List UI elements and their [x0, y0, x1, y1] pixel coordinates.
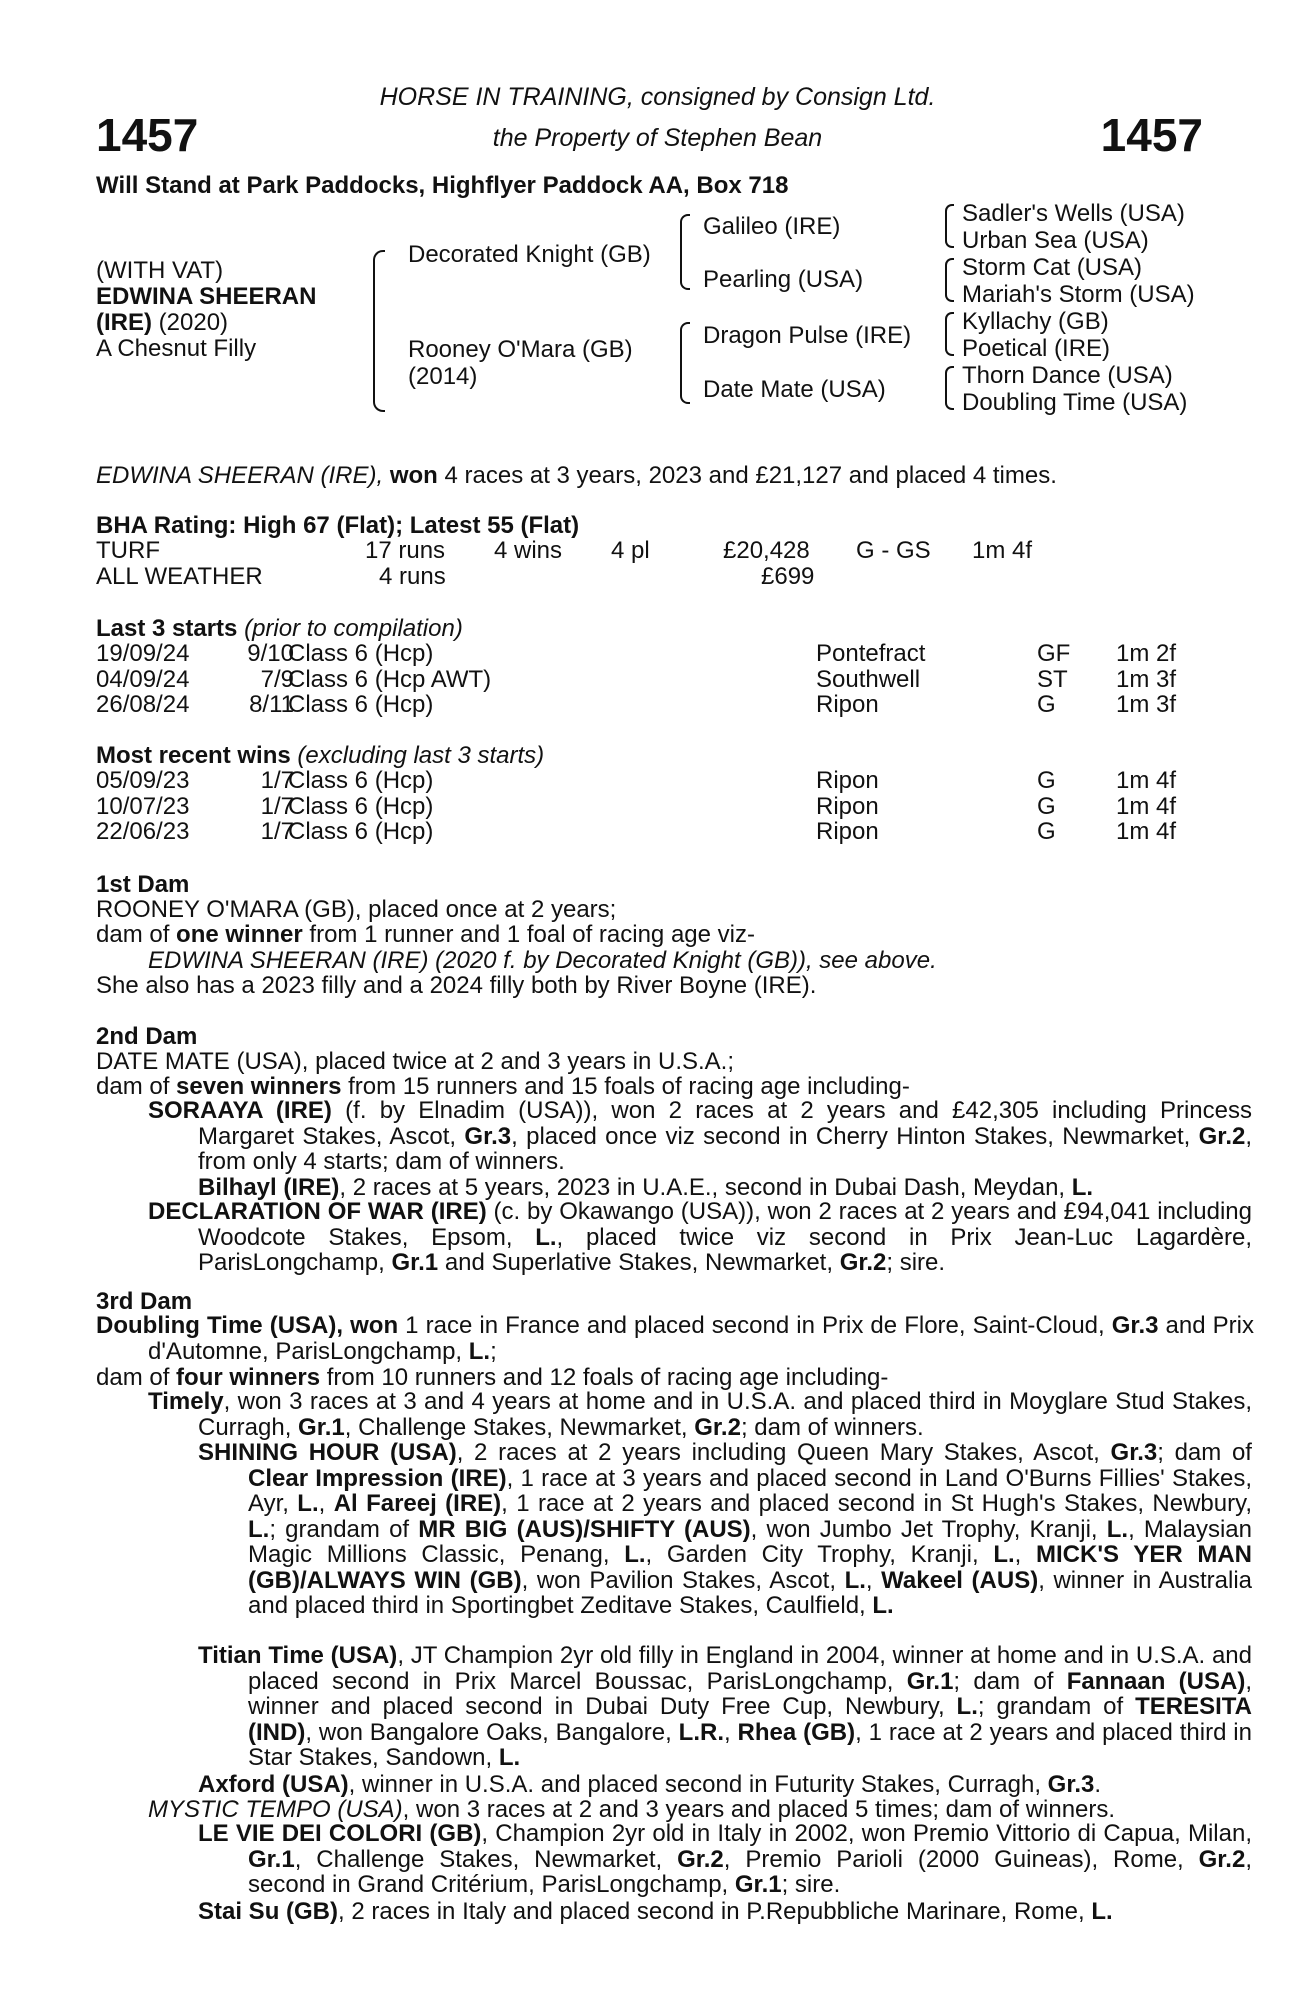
second-dam-winners: seven winners [176, 1073, 342, 1100]
first-dam-l2c: from 1 runner and 1 foal of racing age viz- [302, 921, 755, 948]
race-summary [96, 462, 1057, 490]
titian-time-entry [198, 1643, 1252, 1771]
last3-row-class: Class 6 (Hcp AWT) [288, 665, 492, 693]
lv-c: , Premio Parioli (2000 Guineas), Rome, [723, 1845, 1199, 1873]
sh-k: , won Pavilion Stakes, Ascot, [521, 1566, 845, 1594]
horse-year: (2020) [158, 309, 229, 336]
second-dam-title: 2nd Dam [96, 1023, 198, 1050]
recent-row-date: 10/07/23 [96, 792, 190, 820]
lot-number-left: 1457 [96, 109, 199, 161]
declaration-grade1: Gr.1 [391, 1249, 439, 1276]
sh-n: , winner in Australia and placed third in Sportingbet Zeditave Stakes, Caulfield, [248, 1566, 1253, 1619]
fannaan-name: Fannaan (USA) [1066, 1667, 1246, 1695]
stai-su-entry [198, 1898, 1113, 1926]
recent-row-class: Class 6 (Hcp) [288, 818, 434, 845]
axford-name: Axford (USA) [198, 1771, 349, 1798]
mr-big-name: MR BIG (AUS)/SHIFTY (AUS) [418, 1515, 751, 1543]
last3-row-going: G [1037, 691, 1056, 718]
sh-d: , [318, 1490, 334, 1517]
tt-g: , 1 race at 2 years and placed third in Star Stakes, Sandown, [248, 1718, 1252, 1771]
lv-d: , second in Grand Critérium, ParisLongchamp, [248, 1845, 1252, 1898]
turf-distance: 1m 4f [972, 537, 1033, 564]
horse-block [96, 258, 316, 362]
sh-grade3: Gr.3 [1110, 1439, 1158, 1466]
second-dam-line1: DATE MATE (USA), placed twice at 2 and 3 years in U.S.A.; [96, 1048, 735, 1075]
declaration-entry [148, 1199, 1252, 1276]
header-consignor: HORSE IN TRAINING, consigned by Consign Ltd. [379, 83, 936, 111]
axford-grade: Gr.3 [1047, 1771, 1095, 1798]
lv-grade4: Gr.1 [734, 1871, 782, 1898]
third-dam-l2c: from 10 runners and 12 foals of racing age including- [320, 1364, 889, 1391]
declaration-c: and Superlative Stakes, Newmarket, [438, 1249, 840, 1276]
recent-row-position: 1/7 [260, 767, 294, 794]
sh-e: , 1 race at 2 years and placed second in St Hugh's Stakes, Newbury, [501, 1490, 1253, 1517]
pedigree-sdd: Mariah's Storm (USA) [962, 281, 1195, 308]
doubling-time-name: Doubling Time (USA) [96, 1312, 337, 1339]
pedigree-sds: Storm Cat (USA) [962, 254, 1143, 281]
header-property: the Property of Stephen Bean [492, 124, 823, 152]
pedigree-dds: Thorn Dance (USA) [962, 362, 1173, 389]
last3-row-date: 26/08/24 [96, 691, 190, 718]
recent-heading [96, 742, 544, 770]
first-dam-line1: ROONEY O'MARA (GB), placed once at 2 years; [96, 896, 617, 923]
pedigree-sire: Decorated Knight (GB) [408, 241, 651, 268]
third-dam-winners: four winners [176, 1364, 321, 1391]
soraaya-a: (f. by Elnadim (USA)), won 2 races at 2 years and £42,305 including Princess Margaret Stakes, Ascot, [198, 1097, 1253, 1150]
aw-runs: 4 runs [379, 563, 446, 590]
soraaya-b: , placed once viz second in Cherry Hinton Stakes, Newmarket, [511, 1122, 1199, 1150]
horse-description: A Chesnut Filly [96, 335, 257, 362]
pedigree-bracket-ds [945, 312, 954, 356]
last3-row-distance: 1m 3f [1116, 691, 1177, 718]
sh-f: ; grandam of [269, 1515, 419, 1543]
last3-row-going: ST [1037, 665, 1068, 693]
sh-listed3: L. [1106, 1515, 1129, 1543]
turf-label: TURF [96, 537, 160, 564]
horse-name: EDWINA SHEERAN [96, 283, 317, 310]
last3-row-distance: 1m 2f [1116, 640, 1177, 667]
declaration-listed: L. [535, 1223, 557, 1251]
lv-a: , Champion 2yr old in Italy in 2002, won Premio Vittorio di Capua, Milan, [481, 1820, 1253, 1847]
sh-i: , Garden City Trophy, Kranji, [645, 1541, 994, 1568]
declaration-name: DECLARATION OF WAR (IRE) [148, 1198, 487, 1225]
clear-impression-name: Clear Impression (IRE) [248, 1464, 507, 1492]
doubling-time-grade: Gr.3 [1111, 1312, 1159, 1339]
tt-grade1: Gr.1 [906, 1667, 954, 1695]
sh-h: , Malaysian Magic Millions Classic, Penang, [248, 1515, 1252, 1568]
le-vie-dei-colori-entry [198, 1821, 1252, 1898]
lv-grade3: Gr.2 [1198, 1845, 1246, 1873]
axford-a: , winner in U.S.A. and placed second in Futurity Stakes, Curragh, [348, 1771, 1048, 1798]
recent-row-going: G [1037, 767, 1056, 794]
sh-listed4: L. [624, 1541, 646, 1568]
third-dam-title: 3rd Dam [96, 1288, 193, 1315]
timely-a: , won 3 races at 3 and 4 years at home and in U.S.A. and placed third in Moyglare Stud Stakes, Curragh, [198, 1388, 1252, 1441]
wakeel-name: Wakeel (AUS) [881, 1566, 1039, 1594]
shining-hour-name: SHINING HOUR (USA) [198, 1439, 457, 1466]
turf-earnings: £20,428 [723, 537, 810, 564]
lv-e: ; sire. [781, 1871, 841, 1898]
first-dam-line3: EDWINA SHEERAN (IRE) (2020 f. by Decorated Knight (GB)), see above. [148, 947, 937, 974]
timely-grade1: Gr.1 [298, 1413, 345, 1441]
tt-listed1: L. [956, 1693, 978, 1720]
last3-row-position: 8/11 [249, 691, 294, 718]
pedigree-dam-sire: Dragon Pulse (IRE) [703, 322, 912, 349]
pedigree-dam: Rooney O'Mara (GB) [408, 336, 633, 363]
axford-entry [198, 1771, 1101, 1799]
pedigree-ssd: Urban Sea (USA) [962, 227, 1149, 254]
pedigree-bracket-ss [945, 204, 954, 248]
pedigree-bracket-sd [945, 258, 954, 302]
doubling-time-a: 1 race in France and placed second in Prix de Flore, Saint-Cloud, [398, 1312, 1112, 1339]
recent-row-distance: 1m 4f [1116, 792, 1177, 820]
turf-wins: 4 wins [494, 537, 563, 564]
turf-going: G - GS [856, 537, 931, 564]
pedigree-sire-sire: Galileo (IRE) [703, 213, 841, 240]
recent-row-distance: 1m 4f [1116, 818, 1177, 845]
shining-hour-entry [198, 1440, 1252, 1619]
sh-listed1: L. [297, 1490, 319, 1517]
timely-b: , Challenge Stakes, Newmarket, [344, 1413, 695, 1441]
pedigree-ddd: Doubling Time (USA) [962, 389, 1188, 416]
sh-listed2: L. [248, 1515, 270, 1543]
doubling-time-won: won [350, 1312, 399, 1339]
second-dam-l2a: dam of [96, 1073, 177, 1100]
recent-row-course: Ripon [816, 767, 879, 794]
summary-rest: 4 races at 3 years, 2023 and £21,127 and placed 4 times. [444, 462, 1057, 489]
stand-location: Will Stand at Park Paddocks, Highflyer Paddock AA, Box 718 [96, 172, 789, 199]
recent-row-date: 05/09/23 [96, 767, 190, 794]
declaration-a: (c. by Okawango (USA)), won 2 races at 2 years and £94,041 including Woodcote Stakes, Epsom, [198, 1198, 1252, 1251]
last3-row-position: 7/9 [260, 665, 294, 693]
tt-a: , JT Champion 2yr old filly in England in 2004, winner at home and in U.S.A. and placed second in Prix Marcel Boussac, ParisLongchamp, [248, 1642, 1253, 1695]
declaration-d: ; sire. [886, 1249, 946, 1276]
recent-note: (excluding last 3 starts) [297, 742, 545, 769]
pedigree-bracket-sire [680, 214, 690, 290]
soraaya-grade1: Gr.3 [464, 1122, 512, 1150]
lot-number-right: 1457 [1100, 109, 1203, 161]
vat-label: (WITH VAT) [96, 257, 224, 284]
lv-grade2: Gr.2 [677, 1845, 724, 1873]
micks-yer-man-name: MICK'S YER MAN (GB)/ALWAYS WIN (GB) [248, 1541, 1252, 1594]
last3-row-date: 04/09/24 [96, 665, 190, 693]
mystic-tempo-name: MYSTIC TEMPO (USA) [148, 1796, 403, 1823]
bha-rating: BHA Rating: High 67 (Flat); Latest 55 (Flat) [96, 512, 580, 539]
first-dam-l2a: dam of [96, 921, 177, 948]
sh-listed6: L. [844, 1566, 866, 1594]
last3-row-class: Class 6 (Hcp) [288, 691, 434, 718]
doubling-time-b: and Prix d'Automne, ParisLongchamp, [148, 1312, 1254, 1365]
horse-country: (IRE) [96, 309, 152, 336]
recent-title: Most recent wins [96, 742, 291, 769]
last3-row-class: Class 6 (Hcp) [288, 640, 434, 667]
first-dam-winners: one winner [176, 921, 303, 948]
lv-b: , Challenge Stakes, Newmarket, [294, 1845, 678, 1873]
pedigree-sire-dam: Pearling (USA) [703, 266, 864, 293]
le-vie-dei-colori-name: LE VIE DEI COLORI (GB) [198, 1820, 482, 1847]
teresita-name: TERESITA (IND) [248, 1693, 1252, 1746]
recent-row-course: Ripon [816, 792, 879, 820]
stai-su-a: , 2 races in Italy and placed second in P.Repubbliche Marinare, Rome, [338, 1898, 1092, 1925]
soraaya-name: SORAAYA (IRE) [148, 1097, 332, 1124]
last3-heading [96, 615, 463, 643]
recent-row-going: G [1037, 818, 1056, 845]
sh-j: , [1014, 1541, 1037, 1568]
last3-row-going: GF [1037, 640, 1071, 667]
timely-grade2: Gr.2 [694, 1413, 741, 1441]
recent-row-distance: 1m 4f [1116, 767, 1177, 794]
pedigree-dsd: Poetical (IRE) [962, 335, 1111, 362]
recent-row-position: 1/7 [260, 818, 294, 845]
first-dam-title: 1st Dam [96, 871, 190, 898]
tt-d: ; grandam of [977, 1693, 1136, 1720]
turf-placed: 4 pl [611, 537, 650, 564]
pedigree-dss: Kyllachy (GB) [962, 308, 1109, 335]
last3-row-distance: 1m 3f [1116, 665, 1177, 693]
timely-name: Timely [148, 1388, 224, 1415]
pedigree-dam-year: (2014) [408, 363, 478, 390]
doubling-time-c: ; [490, 1337, 497, 1365]
mystic-tempo-a: , won 3 races at 2 and 3 years and placed 5 times; dam of winners. [402, 1796, 1116, 1823]
aw-label: ALL WEATHER [96, 563, 263, 590]
timely-c: ; dam of winners. [740, 1413, 924, 1441]
aw-earnings: £699 [761, 563, 815, 590]
tt-f: , [723, 1718, 738, 1746]
lv-grade1: Gr.1 [248, 1845, 295, 1873]
stai-su-listed: L. [1091, 1898, 1113, 1925]
last3-row-position: 9/10 [247, 640, 294, 667]
pedigree-bracket-dd [945, 366, 954, 410]
tt-e: , won Bangalore Oaks, Bangalore, [305, 1718, 679, 1746]
last3-note: (prior to compilation) [244, 615, 463, 642]
titian-time-name: Titian Time (USA) [198, 1642, 398, 1669]
recent-row-position: 1/7 [260, 792, 294, 820]
first-dam-line4: She also has a 2023 filly and a 2024 filly both by River Boyne (IRE). [96, 972, 817, 999]
first-dam-line2 [96, 921, 755, 949]
turf-runs: 17 runs [365, 537, 446, 564]
sh-listed7: L. [872, 1592, 894, 1619]
sh-m: , [865, 1566, 882, 1594]
declaration-b: , placed twice viz second in Prix Jean-Luc Lagardère, ParisLongchamp, [198, 1223, 1253, 1276]
pedigree-sss: Sadler's Wells (USA) [962, 200, 1185, 227]
horse-country-year [96, 310, 316, 336]
pedigree-bracket-main [373, 250, 385, 412]
second-dam-l2c: from 15 runners and 15 foals of racing age including- [341, 1073, 910, 1100]
sh-a: , 2 races at 2 years including Queen Mary Stakes, Ascot, [456, 1439, 1111, 1466]
soraaya-grade2: Gr.2 [1198, 1122, 1246, 1150]
axford-b: . [1094, 1771, 1102, 1798]
last3-row-course: Ripon [816, 691, 879, 718]
stai-su-name: Stai Su (GB) [198, 1898, 339, 1925]
sh-b: ; dam of [1157, 1439, 1252, 1466]
recent-row-class: Class 6 (Hcp) [288, 792, 434, 820]
bilhayl-name: Bilhayl (IRE) [198, 1174, 340, 1201]
tt-listed2: L. [498, 1744, 521, 1771]
recent-row-going: G [1037, 792, 1056, 820]
tt-c: , winner and placed second in Dubai Duty Free Cup, Newbury, [248, 1667, 1252, 1720]
recent-row-date: 22/06/23 [96, 818, 190, 845]
summary-name: EDWINA SHEERAN (IRE), [96, 462, 384, 489]
last3-title: Last 3 starts [96, 615, 238, 642]
tt-listed-restricted: L.R. [678, 1718, 724, 1746]
sh-g: , won Jumbo Jet Trophy, Kranji, [750, 1515, 1107, 1543]
sh-c: , 1 race at 3 years and placed second in Land O'Burns Fillies' Stakes, Ayr, [248, 1464, 1252, 1517]
pedigree-bracket-dam [680, 322, 690, 404]
timely-entry [148, 1389, 1252, 1440]
recent-row-course: Ripon [816, 818, 879, 845]
soraaya-entry [148, 1098, 1252, 1175]
doubling-time-listed: L. [468, 1337, 491, 1365]
last3-row-course: Southwell [816, 665, 921, 693]
last3-row-date: 19/09/24 [96, 640, 190, 667]
al-fareej-name: Al Fareej (IRE) [333, 1490, 502, 1517]
soraaya-c: , from only 4 starts; dam of winners. [198, 1122, 1253, 1175]
last3-row-course: Pontefract [816, 640, 926, 667]
declaration-grade2: Gr.2 [839, 1249, 887, 1276]
bilhayl-a: , 2 races at 5 years, 2023 in U.A.E., second in Dubai Dash, Meydan, [339, 1174, 1072, 1201]
recent-row-class: Class 6 (Hcp) [288, 767, 434, 794]
sh-listed5: L. [993, 1541, 1015, 1568]
summary-won: won [389, 462, 438, 489]
tt-b: ; dam of [953, 1667, 1067, 1695]
doubling-time-entry: Doubling Time (USA), won 1 race in France and placed second in Prix de Flore, Saint-Cloud, Gr.3 and Prix d'Automne, ParisLongchamp, L.; [96, 1312, 1254, 1365]
rhea-name: Rhea (GB) [737, 1718, 856, 1746]
bilhayl-listed: L. [1071, 1174, 1094, 1201]
third-dam-l2a: dam of [96, 1364, 177, 1391]
pedigree-dam-dam: Date Mate (USA) [703, 376, 886, 403]
